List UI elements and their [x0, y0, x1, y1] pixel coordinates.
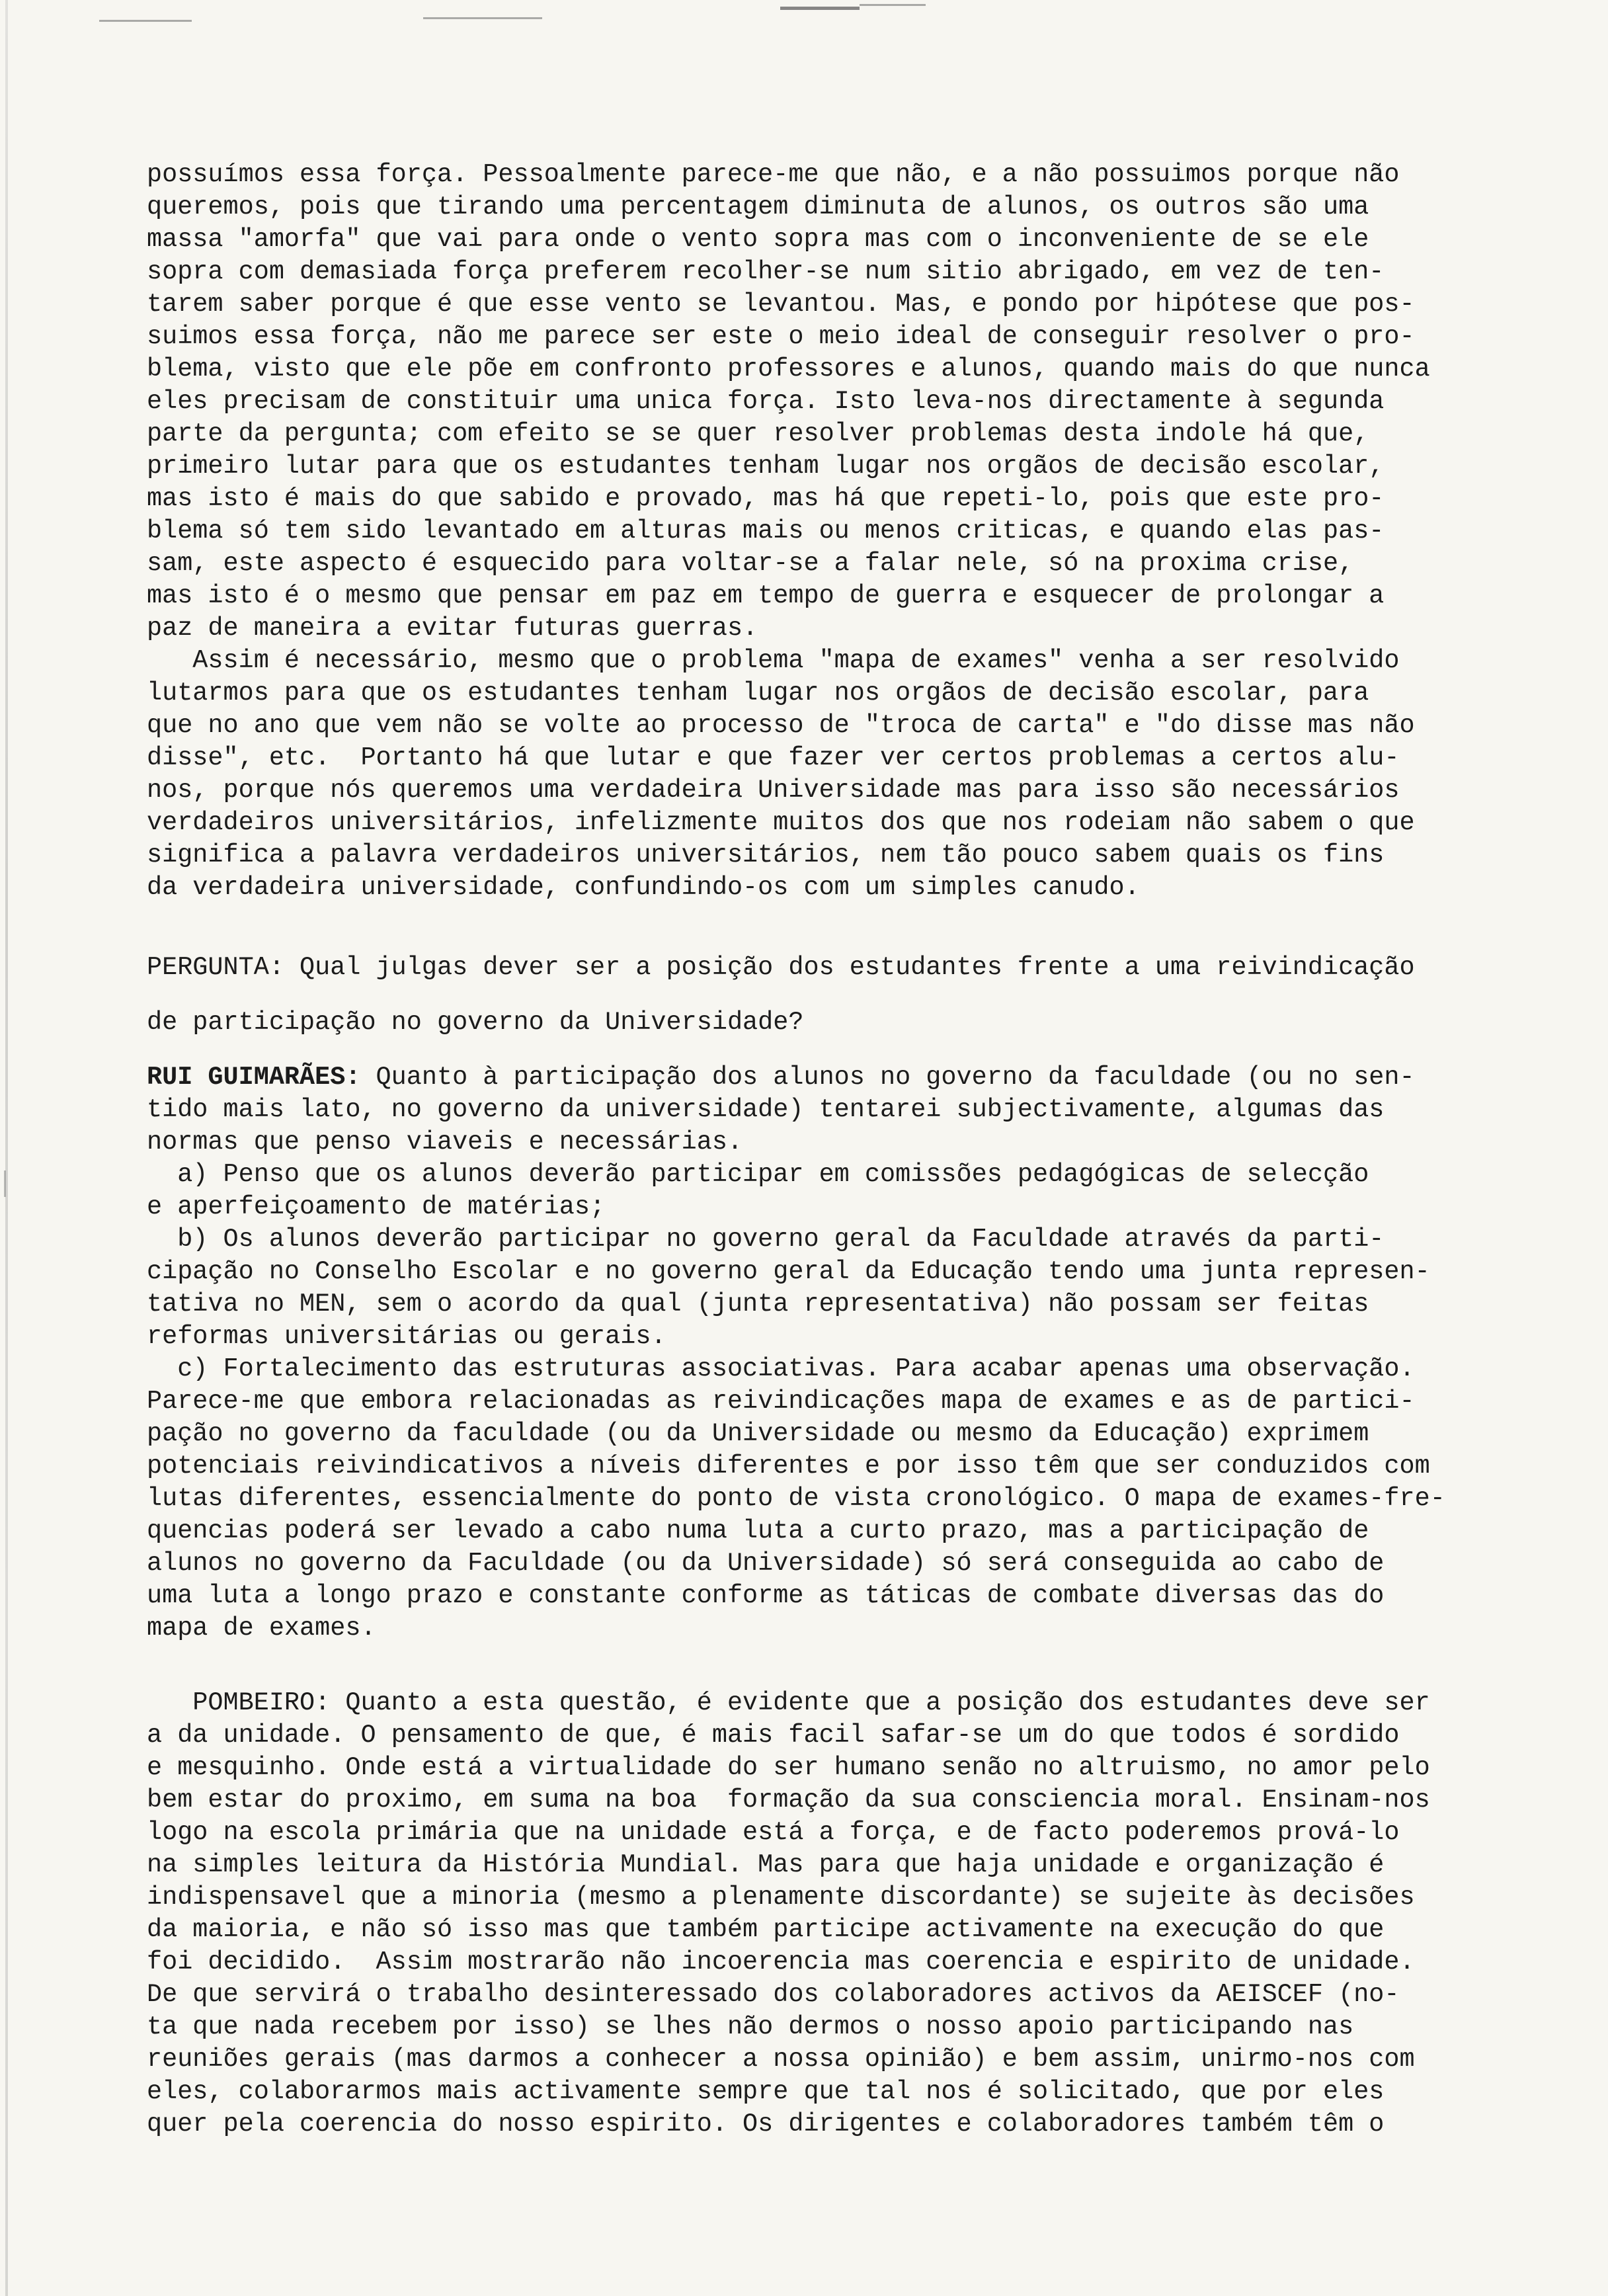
document-body	[147, 159, 1542, 2141]
text-line: normas que penso viaveis e necessárias.	[147, 1128, 743, 1157]
text-line: blema só tem sido levantado em alturas mais ou menos criticas, e quando elas pas-	[147, 516, 1385, 546]
text-line: a da unidade. O pensamento de que, é mais facil safar-se um do que todos é sordido	[147, 1721, 1400, 1750]
text-line: suimos essa força, não me parece ser este o meio ideal de conseguir resolver o pro-	[147, 322, 1415, 351]
text-line: sopra com demasiada força preferem recolher-se num sitio abrigado, em vez de ten-	[147, 257, 1385, 286]
text-line: mapa de exames.	[147, 1614, 376, 1643]
text-line: reformas universitárias ou gerais.	[147, 1322, 666, 1351]
spacer	[147, 1039, 1542, 1061]
punch-mark	[4, 1170, 13, 1197]
text-line: potenciais reivindicativos a níveis diferentes e por isso têm que ser conduzidos com	[147, 1452, 1430, 1481]
text-line: logo na escola primária que na unidade está a força, e de facto poderemos prová-lo	[147, 1818, 1400, 1847]
text-line: verdadeiros universitários, infelizmente muitos dos que nos rodeiam não sabem o que	[147, 808, 1415, 837]
text-line: Assim é necessário, mesmo que o problema "mapa de exames" venha a ser resolvido	[147, 646, 1400, 675]
text-line: bem estar do proximo, em suma na boa formação da sua consciencia moral. Ensinam-nos	[147, 1785, 1430, 1815]
text-line: quencias poderá ser levado a cabo numa luta a curto prazo, mas a participação de	[147, 1516, 1369, 1545]
text-line: lutarmos para que os estudantes tenham lugar nos orgãos de decisão escolar, para	[147, 678, 1369, 708]
text-line: mas isto é mais do que sabido e provado, mas há que repeti-lo, pois que este pro-	[147, 484, 1385, 513]
text-line: uma luta a longo prazo e constante conforme as táticas de combate diversas das do	[147, 1581, 1385, 1610]
text-line: lutas diferentes, essencialmente do ponto de vista cronológico. O mapa de exames-fre-	[147, 1484, 1445, 1513]
text-line: da maioria, e não só isso mas que também participe activamente na execução do que	[147, 1915, 1385, 1944]
text-line	[147, 1061, 1542, 1094]
text-line: na simples leitura da História Mundial. Mas para que haja unidade e organização é	[147, 1850, 1385, 1879]
text-line: massa "amorfa" que vai para onde o vento sopra mas com o inconveniente de se ele	[147, 225, 1369, 254]
text-line: eles precisam de constituir uma unica força. Isto leva-nos directamente à segunda	[147, 387, 1385, 416]
question-line: de participação no governo da Universidade?	[147, 1008, 804, 1037]
text-line: parte da pergunta; com efeito se se quer resolver problemas desta indole há que,	[147, 419, 1369, 448]
speaker-name: RUI GUIMARÃES:	[147, 1063, 361, 1092]
text-line: nos, porque nós queremos uma verdadeira Universidade mas para isso são necessários	[147, 776, 1400, 805]
question-line: PERGUNTA: Qual julgas dever ser a posição dos estudantes frente a uma reivindicação	[147, 953, 1415, 982]
text-line: primeiro lutar para que os estudantes tenham lugar nos orgãos de decisão escolar,	[147, 452, 1385, 481]
scan-left-edge	[5, 0, 8, 2296]
text-line: Parece-me que embora relacionadas as reivindicações mapa de exames e as de partici-	[147, 1387, 1415, 1416]
text-line: possuímos essa força. Pessoalmente parece-me que não, e a não possuimos porque não	[147, 160, 1400, 189]
text-line: reuniões gerais (mas darmos a conhecer a nossa opinião) e bem assim, unirmo-nos com	[147, 2045, 1415, 2074]
text-line: que no ano que vem não se volte ao processo de "troca de carta" e "do disse mas não	[147, 711, 1415, 740]
text-line: quer pela coerencia do nosso espirito. Os dirigentes e colaboradores também têm o	[147, 2110, 1385, 2139]
text-line: pação no governo da faculdade (ou da Universidade ou mesmo da Educação) exprimem	[147, 1419, 1369, 1448]
text-line: De que servirá o trabalho desinteressado dos colaboradores activos da AEISCEF (no-	[147, 1980, 1400, 2009]
text-line: tido mais lato, no governo da universidade) tentarei subjectivamente, algumas das	[147, 1095, 1385, 1124]
text-line: da verdadeira universidade, confundindo-os com um simples canudo.	[147, 873, 1140, 902]
text-line: a) Penso que os alunos deverão participar em comissões pedagógicas de selecção	[147, 1160, 1369, 1189]
text-line: POMBEIRO: Quanto a esta questão, é evidente que a posição dos estudantes deve ser	[147, 1688, 1430, 1717]
text-line: blema, visto que ele põe em confronto professores e alunos, quando mais do que nunca	[147, 354, 1430, 384]
scan-top-edge	[0, 0, 1608, 26]
text-line: foi decidido. Assim mostrarão não incoerencia mas coerencia e espirito de unidade.	[147, 1948, 1415, 1977]
text-fragment: Quanto à participação dos alunos no governo da faculdade (ou no sen-	[360, 1063, 1415, 1092]
text-line: tativa no MEN, sem o acordo da qual (junta representativa) não possam ser feitas	[147, 1290, 1369, 1319]
text-line: b) Os alunos deverão participar no governo geral da Faculdade através da parti-	[147, 1225, 1385, 1254]
text-line: eles, colaborarmos mais activamente sempre que tal nos é solicitado, que por eles	[147, 2077, 1385, 2106]
question-block	[147, 952, 1542, 1039]
text-line: e mesquinho. Onde está a virtualidade do ser humano senão no altruismo, no amor pelo	[147, 1753, 1430, 1782]
paragraph-intro	[147, 159, 1542, 904]
text-line: ta que nada recebem por isso) se lhes não dermos o nosso apoio participando nas	[147, 2012, 1354, 2041]
answer-pombeiro	[147, 1687, 1542, 2141]
text-line: cipação no Conselho Escolar e no governo geral da Educação tendo uma junta represen-	[147, 1257, 1430, 1286]
text-line: queremos, pois que tirando uma percentagem diminuta de alunos, os outros são uma	[147, 192, 1369, 222]
text-line: indispensavel que a minoria (mesmo a plenamente discordante) se sujeite às decisões	[147, 1883, 1415, 1912]
spacer	[147, 1645, 1542, 1687]
spacer	[147, 904, 1542, 952]
text-line: mas isto é o mesmo que pensar em paz em tempo de guerra e esquecer de prolongar a	[147, 581, 1385, 610]
text-line: sam, este aspecto é esquecido para voltar-se a falar nele, só na proxima crise,	[147, 549, 1354, 578]
text-line: significa a palavra verdadeiros universitários, nem tão pouco sabem quais os fins	[147, 840, 1385, 870]
text-line: c) Fortalecimento das estruturas associativas. Para acabar apenas uma observação.	[147, 1354, 1415, 1383]
answer-rui-guimaraes	[147, 1061, 1542, 1645]
text-line: paz de maneira a evitar futuras guerras.	[147, 614, 758, 643]
text-line: tarem saber porque é que esse vento se levantou. Mas, e pondo por hipótese que pos-	[147, 290, 1415, 319]
text-line: alunos no governo da Faculdade (ou da Universidade) só será conseguida ao cabo de	[147, 1549, 1385, 1578]
text-line: e aperfeiçoamento de matérias;	[147, 1192, 606, 1221]
text-line: disse", etc. Portanto há que lutar e que fazer ver certos problemas a certos alu-	[147, 743, 1400, 772]
